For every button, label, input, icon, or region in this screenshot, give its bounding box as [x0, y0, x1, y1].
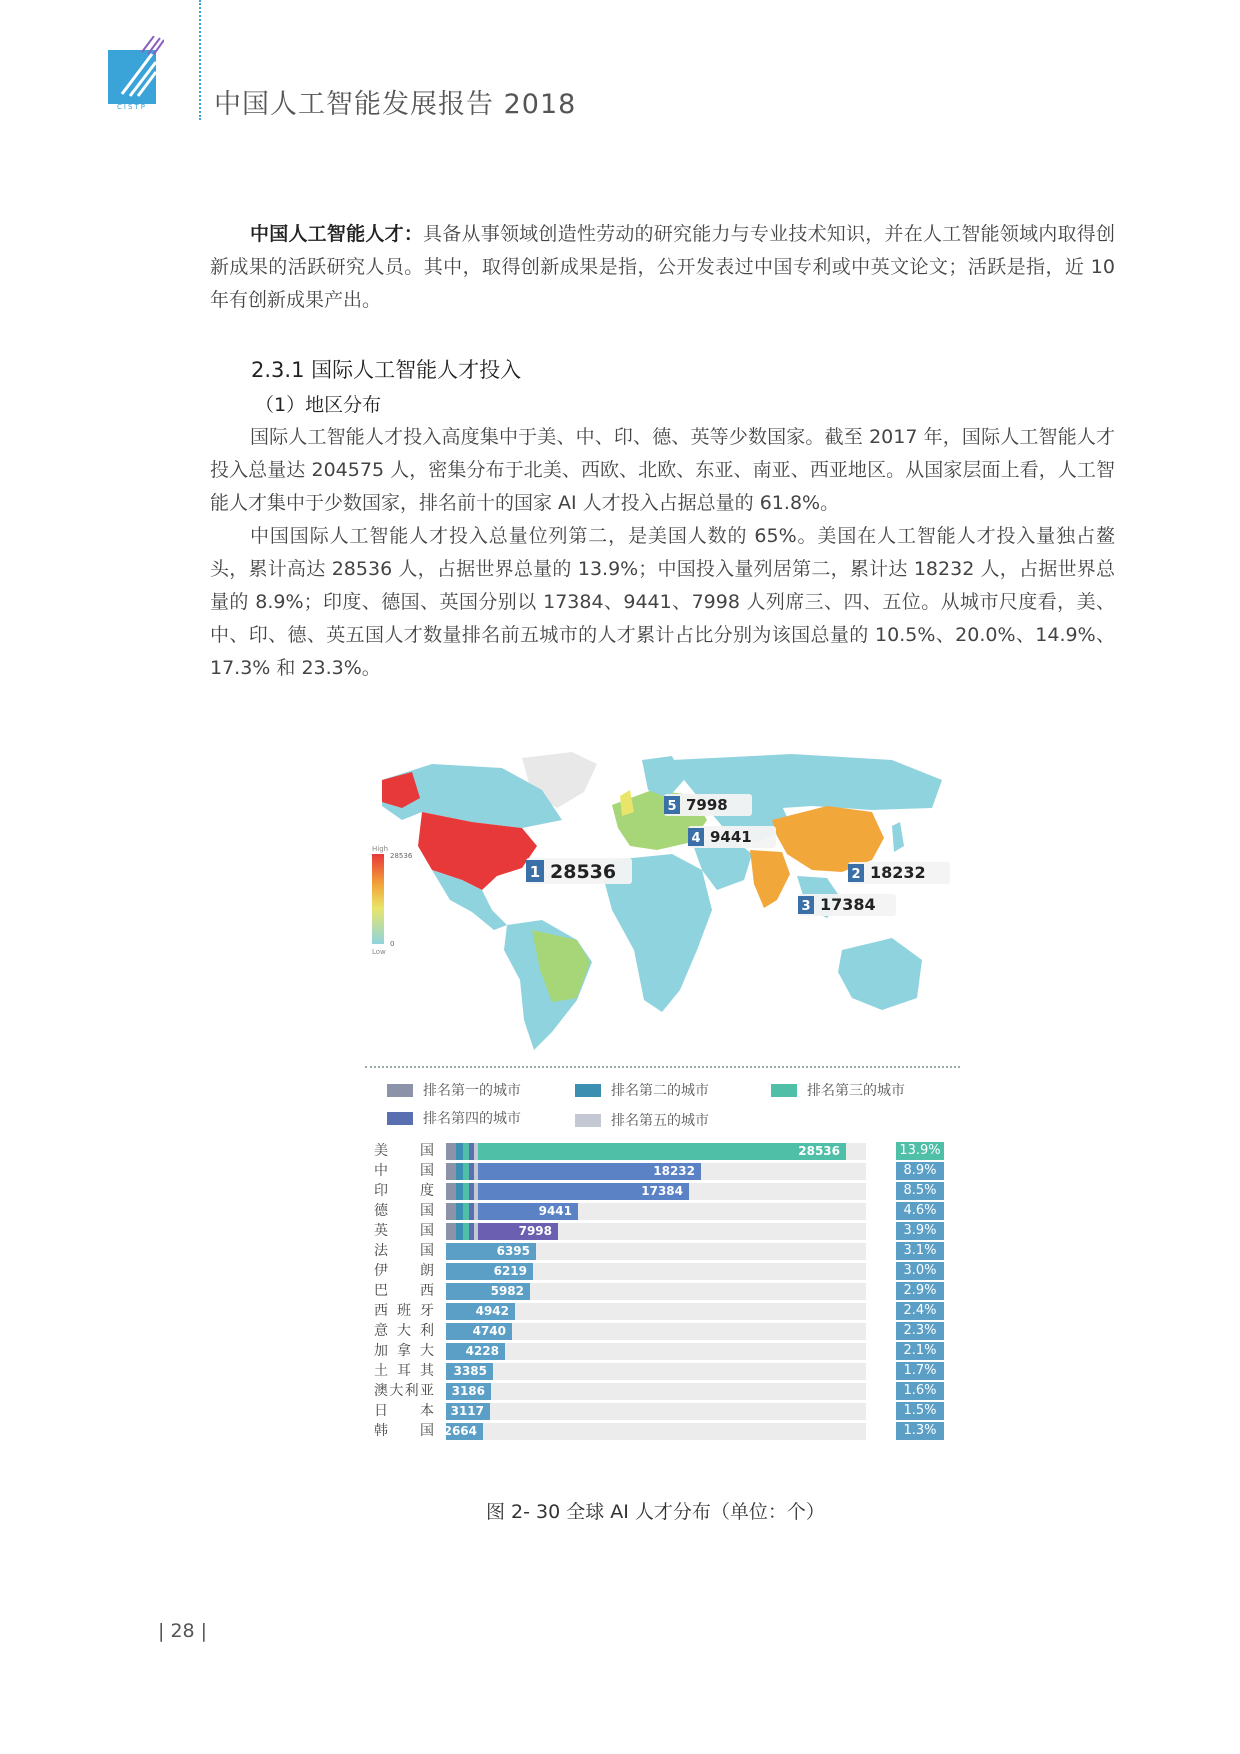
city-rank-legend — [365, 1066, 960, 1134]
city-segment — [456, 1203, 463, 1220]
bar — [446, 1303, 515, 1320]
chart-row — [370, 1162, 950, 1180]
bar — [446, 1363, 493, 1380]
city-segment — [474, 1163, 478, 1180]
callout-china — [848, 862, 950, 884]
bar-track — [443, 1423, 866, 1440]
bar-value-label: 4228 — [465, 1344, 499, 1358]
country-label: 印 度 — [374, 1183, 434, 1199]
header-divider — [199, 0, 201, 120]
page-number-value: 28 — [170, 1620, 195, 1642]
bar — [446, 1403, 490, 1420]
city-segment — [474, 1143, 478, 1160]
bar-track — [446, 1283, 866, 1300]
bar-track — [446, 1223, 866, 1240]
bar-value-label: 7998 — [518, 1224, 552, 1238]
bar-track — [446, 1363, 866, 1380]
bar — [446, 1203, 578, 1220]
country-label: 意大利 — [374, 1323, 434, 1339]
body-paragraph-2: 中国国际人工智能人才投入总量位列第二，是美国人数的 65%。美国在人工智能人才投入量独占鳌头，累计高达 28536 人，占据世界总量的 13.9%；中国投入量列居第二，累计达 18232 人，占据世界总量的 8.9%；印度、德国、英国分别以 17384、9441、7998 人列席三、四、五位。从城市尺度看，美、中、印、德、英五国人才数量排名前五城市的人才累计占比分别为该国总量的 10.5%、20.0%、14.9%、17.3% 和 23.3%。 — [210, 525, 1115, 679]
chart-row — [370, 1282, 950, 1300]
callout-rank-1: 1 — [529, 863, 541, 881]
percentage-badge: 8.9% — [896, 1162, 944, 1180]
country-label: 巴 西 — [374, 1283, 434, 1299]
chart-row — [370, 1422, 950, 1440]
ai-talent-bar-chart — [370, 1142, 950, 1482]
world-map — [372, 750, 950, 1060]
city-segment — [446, 1163, 456, 1180]
bar-track — [446, 1243, 866, 1260]
city-segment — [446, 1183, 456, 1200]
legend-swatch-rank2 — [575, 1084, 601, 1097]
bar — [446, 1263, 533, 1280]
city-segment — [456, 1143, 463, 1160]
legend-swatch-rank3 — [771, 1084, 797, 1097]
chart-row — [370, 1262, 950, 1280]
city-segment — [474, 1203, 478, 1220]
callout-usa — [526, 858, 632, 884]
japan-shape — [892, 822, 904, 852]
country-label: 英 国 — [374, 1223, 434, 1239]
bar-value-label: 28536 — [798, 1144, 840, 1158]
chart-row — [370, 1242, 950, 1260]
bar-value-label: 17384 — [641, 1184, 683, 1198]
bar-track — [446, 1383, 866, 1400]
bar-value-label: 3117 — [450, 1404, 484, 1418]
percentage-badge: 2.3% — [896, 1322, 944, 1340]
bar-track — [446, 1203, 866, 1220]
bar — [446, 1183, 689, 1200]
definition-paragraph — [210, 218, 1115, 317]
chart-row — [370, 1362, 950, 1380]
bar-track — [446, 1343, 866, 1360]
callout-value-3: 17384 — [820, 895, 876, 914]
bar — [446, 1383, 491, 1400]
bar-value-label: 5982 — [490, 1284, 524, 1298]
logo-text: CISTP — [117, 103, 147, 110]
chart-row — [370, 1202, 950, 1220]
callout-value-5: 7998 — [686, 796, 728, 814]
city-segment — [456, 1183, 463, 1200]
percentage-badge: 13.9% — [896, 1142, 944, 1160]
bar-value-label: 3186 — [451, 1384, 485, 1398]
callout-value-4: 9441 — [710, 828, 752, 846]
callout-value-2: 18232 — [870, 863, 926, 882]
percentage-badge: 4.6% — [896, 1202, 944, 1220]
section-heading: 2.3.1 国际人工智能人才投入 — [251, 358, 522, 382]
bar-track — [446, 1263, 866, 1280]
percentage-badge: 3.9% — [896, 1222, 944, 1240]
callout-india — [798, 894, 896, 916]
uk-shape — [620, 790, 634, 816]
callout-rank-5: 5 — [667, 799, 677, 814]
country-label: 德 国 — [374, 1203, 434, 1219]
bar — [446, 1163, 701, 1180]
bar-value-label: 4942 — [475, 1304, 509, 1318]
city-segment — [456, 1163, 463, 1180]
legend-swatch-rank5 — [575, 1114, 601, 1127]
chart-row — [370, 1302, 950, 1320]
country-label: 日 本 — [374, 1403, 434, 1419]
percentage-badge: 1.3% — [896, 1422, 944, 1440]
callout-rank-4: 4 — [691, 831, 701, 846]
bar-track — [446, 1163, 866, 1180]
definition-term: 中国人工智能人才： — [250, 223, 424, 245]
callout-uk — [664, 794, 752, 816]
bar — [446, 1143, 846, 1160]
bar-track — [446, 1183, 866, 1200]
legend-item-rank1: 排名第一的城市 — [387, 1080, 521, 1100]
bar — [446, 1243, 536, 1260]
country-label: 法 国 — [374, 1243, 434, 1259]
city-segment — [446, 1203, 456, 1220]
country-label: 中 国 — [374, 1163, 434, 1179]
chart-row — [370, 1182, 950, 1200]
country-label: 美 国 — [374, 1143, 434, 1159]
city-segment — [474, 1183, 478, 1200]
percentage-badge: 2.9% — [896, 1282, 944, 1300]
bar — [446, 1323, 512, 1340]
report-title: 中国人工智能发展报告 2018 — [214, 89, 577, 120]
chart-row — [370, 1342, 950, 1360]
percentage-badge: 1.5% — [896, 1402, 944, 1420]
australia-shape — [838, 938, 922, 1010]
percentage-badge: 8.5% — [896, 1182, 944, 1200]
percentage-badge: 1.6% — [896, 1382, 944, 1400]
percentage-badge: 2.1% — [896, 1342, 944, 1360]
city-segment — [446, 1223, 456, 1240]
chart-row — [370, 1142, 950, 1160]
callout-germany — [688, 826, 776, 848]
bar-value-label: 2664 — [443, 1424, 477, 1438]
subsection-heading: （1）地区分布 — [255, 394, 382, 416]
bar-track — [446, 1143, 866, 1160]
bar — [446, 1223, 558, 1240]
bar-track — [446, 1303, 866, 1320]
legend-item-rank2: 排名第二的城市 — [575, 1080, 709, 1100]
scale-low-label: Low — [372, 948, 386, 956]
country-label: 加拿大 — [374, 1343, 434, 1359]
legend-item-rank4: 排名第四的城市 — [387, 1108, 521, 1128]
cistp-logo — [108, 36, 164, 110]
city-segment — [446, 1143, 456, 1160]
bar-value-label: 18232 — [653, 1164, 695, 1178]
country-label: 伊 朗 — [374, 1263, 434, 1279]
bar-value-label: 4740 — [472, 1324, 506, 1338]
chart-row — [370, 1382, 950, 1400]
chart-row — [370, 1222, 950, 1240]
bar-value-label: 9441 — [538, 1204, 572, 1218]
country-label: 土耳其 — [374, 1363, 434, 1379]
country-label: 西班牙 — [374, 1303, 434, 1319]
percentage-badge: 1.7% — [896, 1362, 944, 1380]
country-label: 澳大利亚 — [374, 1383, 434, 1399]
bar-track — [446, 1403, 866, 1420]
scale-high-label: High — [372, 845, 389, 853]
country-label: 韩 国 — [374, 1423, 434, 1439]
legend-swatch-rank1 — [387, 1084, 413, 1097]
city-segment — [474, 1223, 478, 1240]
legend-swatch-rank4 — [387, 1112, 413, 1125]
scale-low-value: 0 — [390, 940, 395, 948]
legend-item-rank3: 排名第三的城市 — [771, 1080, 905, 1100]
bar-value-label: 6395 — [496, 1244, 530, 1258]
chart-row — [370, 1402, 950, 1420]
bar-track — [446, 1323, 866, 1340]
percentage-badge: 3.1% — [896, 1242, 944, 1260]
callout-rank-3: 3 — [801, 899, 811, 914]
india-shape — [750, 850, 790, 908]
body-paragraph-1: 国际人工智能人才投入高度集中于美、中、印、德、英等少数国家。截至 2017 年，国际人工智能人才投入总量达 204575 人，密集分布于北美、西欧、北欧、东亚、南亚、西亚地区。从国家层面上看，人工智能人才集中于少数国家，排名前十的国家 AI 人才投入占据总量的 61.8%。 — [210, 426, 1115, 514]
bar-value-label: 3385 — [453, 1364, 487, 1378]
percentage-badge: 3.0% — [896, 1262, 944, 1280]
city-segment — [456, 1223, 463, 1240]
chart-row — [370, 1322, 950, 1340]
definition-text: 具备从事领域创造性劳动的研究能力与专业技术知识，并在人工智能领域内取得创新成果的活跃研究人员。其中，取得创新成果是指，公开发表过中国专利或中英文论文；活跃是指，近 10 年有创新成果产出。 — [210, 223, 1115, 311]
scale-high-value: 28536 — [390, 852, 413, 860]
color-scale-bar — [372, 854, 384, 944]
callout-rank-2: 2 — [851, 867, 861, 882]
figure-caption: 图 2- 30 全球 AI 人才分布（单位：个） — [486, 1501, 825, 1523]
callout-value-1: 28536 — [550, 861, 617, 883]
percentage-badge: 2.4% — [896, 1302, 944, 1320]
bar — [446, 1343, 505, 1360]
bar-value-label: 6219 — [493, 1264, 527, 1278]
page-number: | 28 | — [158, 1620, 208, 1642]
bar — [443, 1423, 483, 1440]
legend-item-rank5: 排名第五的城市 — [575, 1110, 709, 1130]
bar — [446, 1283, 530, 1300]
